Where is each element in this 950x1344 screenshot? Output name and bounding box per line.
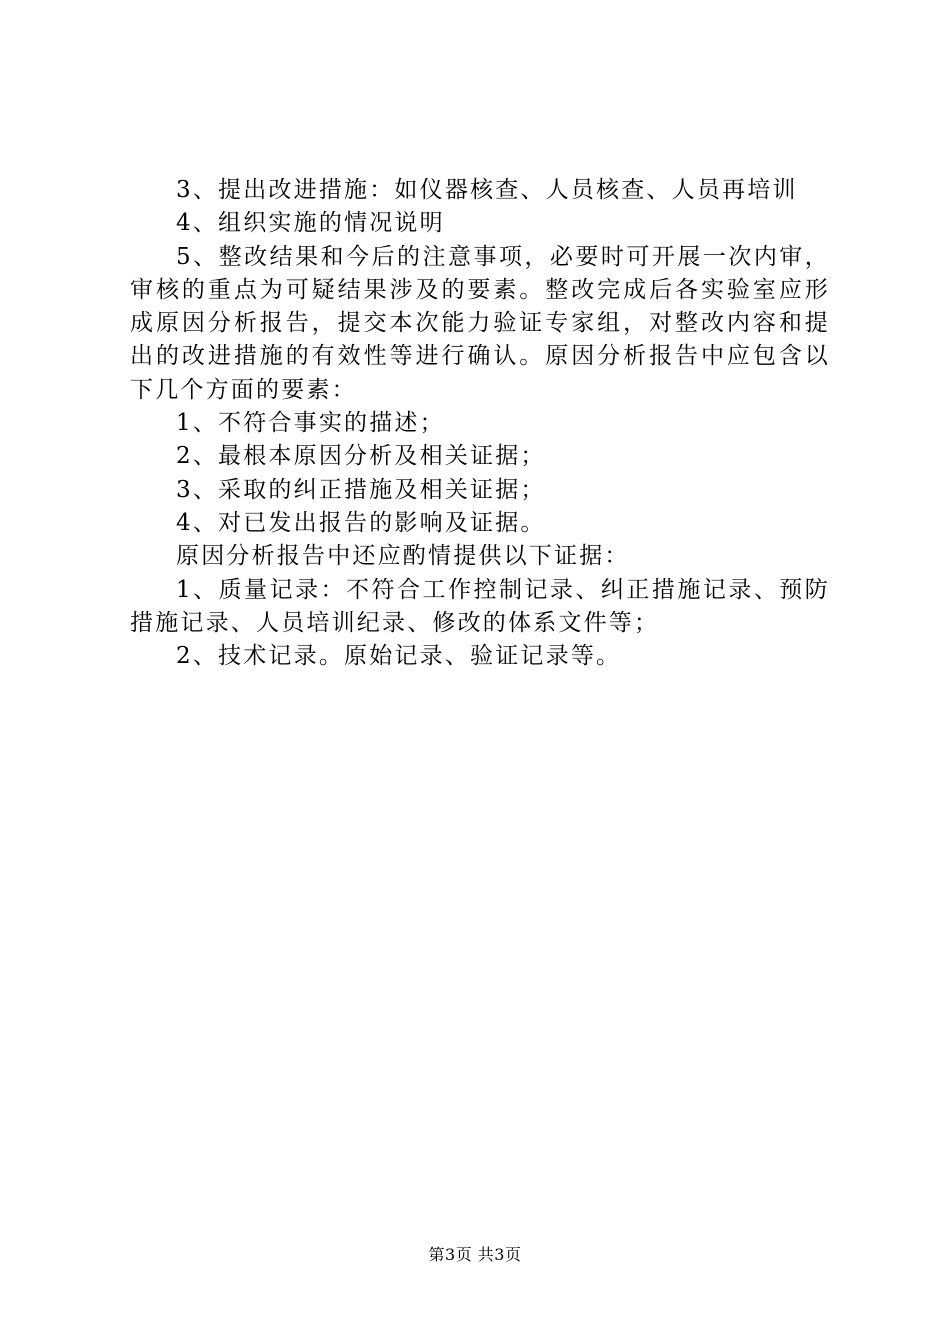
paragraph-technical-records: 2、技术记录。原始记录、验证记录等。 [176,643,622,670]
document-body [130,174,830,673]
paragraph-evidence-intro: 原因分析报告中还应酌情提供以下证据： [176,543,630,570]
paragraph-report-impact: 4、对已发出报告的影响及证据。 [176,509,546,536]
paragraph-implementation: 4、组织实施的情况说明 [176,210,445,237]
paragraph-root-cause: 2、最根本原因分析及相关证据； [176,443,546,470]
paragraph-nonconformity-description: 1、不符合事实的描述； [176,410,445,437]
page-footer: 第3页 共3页 [428,1245,522,1264]
paragraph-quality-records: 1、质量记录：不符合工作控制记录、纠正措施记录、预防措施记录、人员培训纪录、修改的体系文件等； [130,576,830,636]
paragraph-improvement-measures: 3、提出改进措施：如仪器核查、人员核查、人员再培训 [176,177,798,203]
paragraph-rectification-results: 5、整改结果和今后的注意事项，必要时可开展一次内审，审核的重点为可疑结果涉及的要素。整改完成后各实验室应形成原因分析报告，提交本次能力验证专家组，对整改内容和提出的改进措施的有效性等进行确认。原因分析报告中应包含以下几个方面的要素： [130,243,830,403]
paragraph-corrective-action: 3、采取的纠正措施及相关证据； [176,476,546,503]
